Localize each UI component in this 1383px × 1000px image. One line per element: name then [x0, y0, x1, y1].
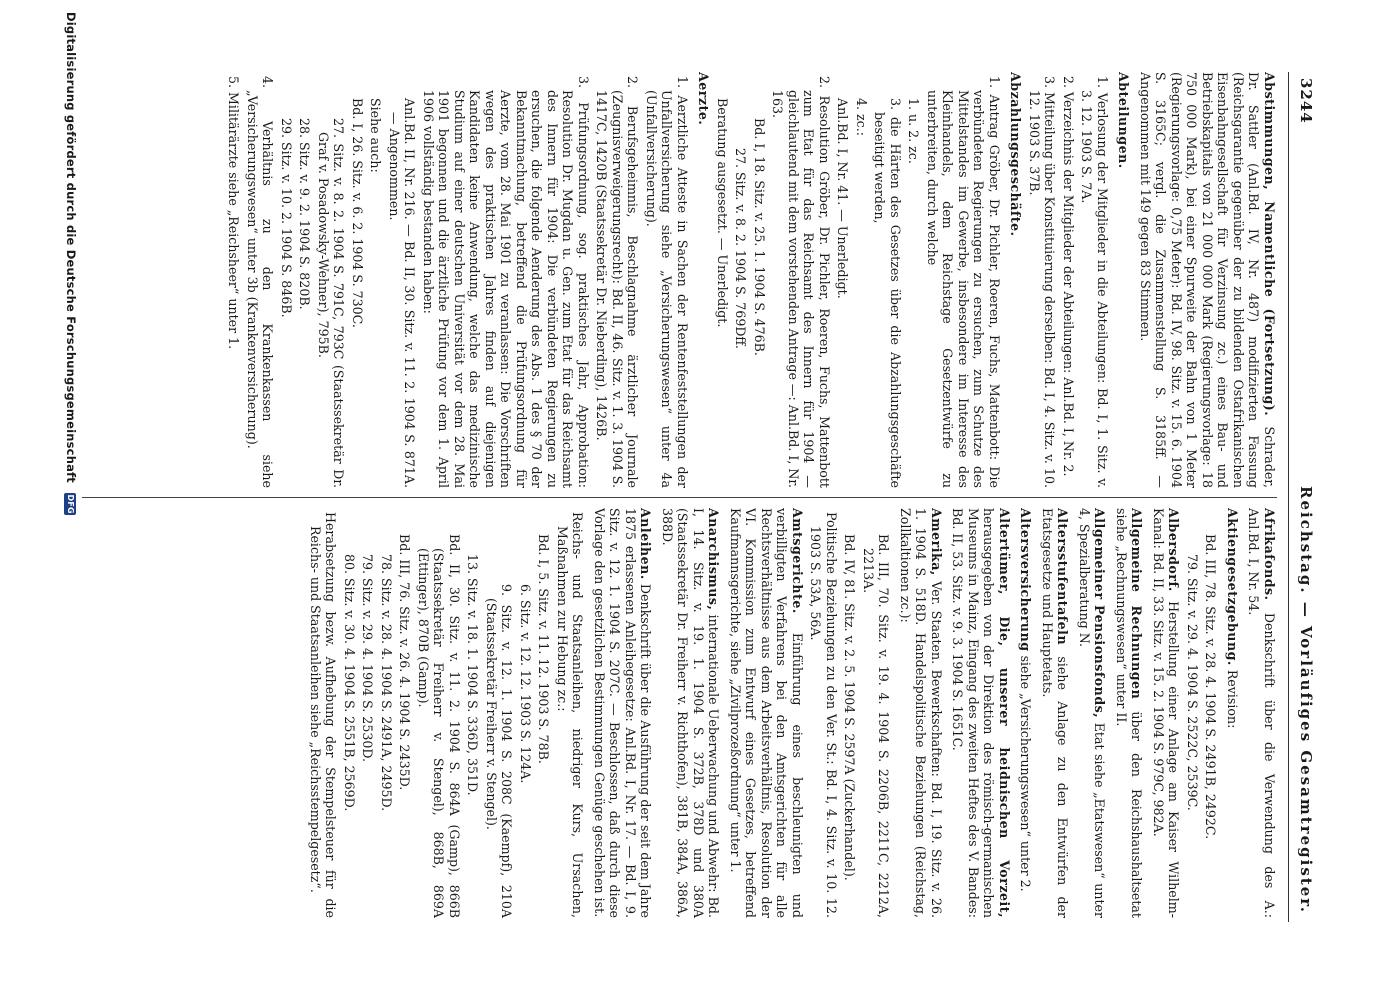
entry-heading: Aerzte.	[696, 72, 712, 126]
entry-heading: Afrikafonds.	[1262, 508, 1277, 601]
entry-aktiengesetzgebung	[1225, 508, 1241, 918]
reference-line: Bd. III, 78. Sitz. v. 28. 4. 1904 S. 2491B, 2492C.	[1203, 534, 1219, 840]
reference-line: Bd. I, 26. Sitz. v. 6. 2. 1904 S. 730C.	[350, 98, 365, 328]
dfg-logo: DFG	[66, 494, 76, 514]
subentry: 1. Antrag Gröber, Dr. Pichler, Roeren, Fuchs, Mattenbott: Die verbündeten Regierungen zu ersuchen, zum Schutze des Mittelstandes im Gewerbe, insbesondere im Interesse des Kleinhandels, dem Reichstage Gesetzentwürfe zu unterbreiten, durch welche	[925, 76, 1002, 488]
reference-line: Bd. IV, 81. Sitz. v. 2. 5. 1904 S. 2597A (Zuckerhandel).	[842, 534, 858, 881]
reference-line: Beratung ausgesetzt. — Unerledigt.	[715, 98, 730, 328]
entry-altersstufentafeln	[1040, 508, 1071, 918]
document-page	[73, 72, 1313, 922]
subentry: 1. Aerztliche Atteste in Sachen der Rentenfeststellungen der Unfallversicherung siehe „Versicherungswesen“ unter 4a (Unfallversicherung).	[644, 76, 690, 488]
left-column	[82, 72, 1277, 488]
reference-line: 78. Sitz. v. 28. 4. 1904 S. 2491A, 2495D.	[379, 554, 394, 812]
subentry: Reichs- und Staatsanleihen, niedriger Kurs, Ursachen, Maßnahmen zur Hebung zc.:	[555, 512, 586, 918]
entry-text: Ver. Staaten. Bewerkschaften: Bd. I, 19. Sitz. v. 26. 1. 1904 S. 518D. Handelspolitische Beziehungen (Reichstag, Zollkaltionen zc.):	[898, 508, 944, 918]
reference-line: 79. Sitz. v. 29. 4. 1904 S. 2522C, 2539C.	[1185, 554, 1200, 811]
subentry: 4. Verhältnis zu den Krankenkassen siehe „Versicherungswesen“ unter 3b (Krankenversicherung).	[245, 76, 276, 488]
entry-albersdorf	[1151, 508, 1182, 918]
entry-text: Denkschrift über die Verwendung des A.: Anl.Bd. I, Nr. 54.	[1246, 508, 1277, 918]
entry-heading: Anarchismus,	[706, 508, 722, 611]
entry-allgemeine-rechnungen	[1114, 508, 1145, 918]
entry-heading: Aktiengesetzgebung.	[1225, 508, 1240, 666]
running-title: Reichstag. — Vorläufiges Gesamtregister.	[1297, 486, 1315, 914]
entry-text: siehe „Versicherungswesen“ unter 2.	[1018, 655, 1034, 892]
column-divider	[82, 497, 1277, 498]
see-also-label: Siehe auch:	[368, 98, 384, 173]
subentry-item: 1. u. 2. zc.	[906, 98, 922, 164]
entry-heading: Abzahlungsgeschäfte.	[1008, 72, 1024, 237]
entry-text: siehe Anlage zu den Entwürfen der Etatsgesetze und Hauptetats.	[1040, 508, 1071, 918]
entry-abzahlungsgeschaefte	[1008, 72, 1024, 488]
entry-heading: Altertümer, Die, unserer heidnischen Vorzeit,	[997, 508, 1012, 918]
entry-pensionsfonds	[1077, 508, 1108, 918]
entry-altersversicherung	[1018, 508, 1034, 918]
reference-line: 9. Sitz. v. 12. 1. 1904 S. 208C (Kaempf), 210A (Staatssekretär Freiherr v. Stengel).	[484, 584, 515, 918]
entry-afrikafonds	[1246, 508, 1277, 918]
reference-line: 6. Sitz. v. 12. 12. 1903 S. 124A.	[518, 584, 533, 784]
right-column	[82, 508, 1277, 918]
reference-line: Bd. I, 18. Sitz. v. 25. 1. 1904 S. 476B.	[752, 118, 767, 356]
reference-line: Bd. I, 5. Sitz. v. 11. 12. 1903 S. 78B.	[536, 534, 552, 764]
reference-line: Anl.Bd. II, Nr. 216. — Bd. II, 30. Sitz. v. 11. 2. 1904 S. 871A. — Angenommen.	[387, 98, 418, 488]
reference-line: 13. Sitz. v. 18. 1. 1904 S. 336D, 351D.	[465, 554, 481, 796]
reference-line: 29. Sitz. v. 10. 2. 1904 S. 846B.	[279, 118, 294, 318]
entry-heading: Amerika,	[929, 508, 944, 576]
subentry: Politische Beziehungen zu den Ver. St.: Bd. I, 4. Sitz. v. 10. 12. 1903 S. 53A, 56A.	[808, 512, 839, 918]
entry-text: über den Reichshaushaltsetat siehe „Rechnungswesen“ unter II.	[1114, 508, 1145, 918]
entry-anarchismus	[660, 508, 722, 918]
subentry: 2. Resolution Gröber, Dr. Pichler, Roeren, Fuchs, Mattenbott zum Etat für das Reichsamt des Innern für 1904 — gleichlautend mit dem vorstehenden Antrage —: Anl.Bd. I, Nr. 163.	[770, 76, 832, 488]
reference-line: 80. Sitz. v. 30. 4. 1904 S. 2551B, 2569D.	[342, 554, 357, 812]
reference-line: Bd. III, 70. Sitz. v. 19. 4. 1904 S. 2206B, 2211C, 2212A, 2213A.	[861, 534, 892, 918]
subentry-item: 4. zc.:	[854, 98, 869, 136]
reference-line: Bd. II, 30. Sitz. v. 11. 2. 1904 S. 864A (Gamp), 866B (Staatssekretär Freiherr v. Stengel), 868B, 869A (Ettinger), 870B (Gamp).	[416, 534, 462, 918]
reference-line: Anl.Bd. I, Nr. 41. — Unerledigt.	[835, 98, 851, 299]
reference-line: 27. Sitz. v. 8. 2. 1904 S. 769Dff.	[733, 148, 749, 349]
subentry: 3. Mitteilung über Konstituierung derselben: Bd. I, 4. Sitz. v. 10. 12. 1903 S. 37B.	[1027, 76, 1058, 488]
reference-line: 28. Sitz. v. 9. 2. 1904 S. 820B.	[297, 118, 313, 310]
entry-text: Herstellung einer Anlage am Kaiser Wilhelm-Kanal: Bd. II, 33. Sitz. v. 15. 2. 1904 S. 979C, 982A.	[1151, 508, 1182, 918]
entry-heading: Altersversicherung	[1018, 508, 1034, 652]
entry-text: Etat siehe „Etatswesen“ unter 4, Spezialberatung N.	[1077, 508, 1108, 918]
entry-text: Einführung eines beschleunigten und verbilligten Verfahrens bei den Amtsgerichten für alle Rechtsverhältnisse aus dem Arbeitsverhältnis, Resolution der VI. Kommission zum Entwurf eines Gesetzes, betreffend Kaufmannsgerichte, siehe „Zivilprozeßordnung“ unter 1.	[728, 508, 805, 918]
entry-heading: Allgemeiner Pensionsfonds,	[1092, 508, 1108, 719]
subentry: Herabsetzung bezw. Aufhebung der Stempelsteuer für die Reichs- und Staatsanleihen siehe „Reichsstempelgesetz“.	[308, 512, 339, 918]
entry-text: Denkschrift über die Ausführung der seit dem Jahre 1875 erlassenen Anleihegesetze: Anl.Bd. I, Nr. 17. — Bd. I, 9. Sitz. v. 12. 1. 1904 S. 207C. — Beschlossen, daß durch diese Vorlage den gesetzlichen Bestimmungen Genüge geschehen ist.	[592, 508, 654, 918]
page-number: 3244	[1297, 78, 1315, 124]
subentry: 5. Militärärzte siehe „Reichsheer“ unter 1.	[226, 76, 242, 350]
entry-abteilungen	[1116, 72, 1132, 488]
entry-heading: Amtsgerichte.	[790, 508, 805, 614]
reference-line: 79. Sitz. v. 29. 4. 1904 S. 2530D.	[360, 554, 376, 763]
digitization-note	[48, 12, 78, 992]
entry-heading: Altersstufentafeln	[1055, 508, 1071, 646]
entry-text: internationale Ueberwachung und Abwehr: Bd. I, 14. Sitz. v. 19. 1. 1904 S. 372B, 378D und 380A (Staatssekretär Dr. Freiherr v. Richthofen), 381B, 384A, 386A, 388D.	[660, 508, 722, 918]
subentry: 2. Verzeichnis der Mitglieder der Abteilungen: Anl.Bd. I, Nr. 2.	[1061, 76, 1076, 477]
entry-aerzte	[696, 72, 712, 488]
entry-text: Schrader, Dr. Sattler (Anl.Bd. IV, Nr. 487) modifizierten Fassung (Reichsgarantie gegenüber der zu bildenden Ostafrikanischen Eisenbahngesellschaft für Verzinsung zc.) eines Bau- und Betriebskapitals von 21 000 000 Mark (Regierungsvorlage: 18 750 000 Mark), bei einer Spurweite der Bahn von 1 Meter (Regierungsvorlage: 0,75 Meter): Bd. IV, 98. Sitz. v. 15. 6. 1904 S. 3165C; vergl. die Zusammenstellung S. 3185ff. — Angenommen mit 149 gegen 83 Stimmen.	[1138, 72, 1277, 488]
digitization-note-text: Digitalisierung gefördert durch die Deutsche Forschungsgemeinschaft	[64, 12, 78, 483]
reference-line: Bd. III, 76. Sitz. v. 26. 4. 1904 S. 2435D.	[397, 534, 413, 791]
subentry-item: 3. die Härten des Gesetzes über die Abzahlungsgeschäfte beseitigt werden,	[872, 98, 903, 488]
entry-amerika	[898, 508, 945, 918]
reference-line: 27. Sitz. v. 8. 2. 1904 S. 791C, 793C (Staatssekretär Dr. Graf v. Posadowsky-Wehner), 795B.	[316, 118, 347, 488]
entry-amtsgerichte	[728, 508, 806, 918]
entry-altertuemer	[950, 508, 1012, 918]
subentry: 2. Berufsgeheimnis, Beschlagnahme ärztlicher Journale (Zeugnisverweigerungsrecht): Bd. II, 46. Sitz. v. 1. 3. 1904 S. 1417C, 1420B (Staatssekretär Dr. Nieberding), 1426B.	[594, 76, 641, 488]
entry-text: herausgegeben von der Direktion des römisch-germanischen Museums in Mainz, Eingang des zweiten Heftes des V. Bandes: Bd. II, 53. Sitz. v. 9. 3. 1904 S. 1651C.	[950, 508, 997, 918]
subentry: 1. Verlosung der Mitglieder in die Abteilungen: Bd. I, 1. Sitz. v. 3. 12. 1903 S. 7A.	[1079, 76, 1110, 488]
page-header	[1288, 72, 1313, 922]
entry-heading: Allgemeine Rechnungen	[1129, 508, 1145, 700]
entry-heading: Abstimmungen, Namentliche (Fortsetzung).	[1262, 72, 1277, 417]
entry-anleihen	[592, 508, 654, 918]
entry-text: Revision:	[1225, 669, 1240, 729]
entry-heading: Abteilungen.	[1116, 72, 1132, 169]
entry-heading: Anleihen.	[638, 508, 654, 580]
entry-heading: Albersdorf.	[1166, 508, 1182, 592]
entry-abstimmungen	[1138, 72, 1278, 488]
subentry: 3. Prüfungsordnung, sog. praktisches Jahr, Approbation: Resolution Dr. Mugdan u. Gen. zum Etat für das Reichsamt des Innern für 1904: Die verbündeten Regierungen zu ersuchen, die folgende Aenderung des Abs. 1 des § 70 der Bekanntmachung, betreffend die Prüfungsordnung für Aerzte, vom 28. Mai 1901 zu veranlassen: Die Vorschriften wegen des praktischen Jahres finden auf diejenigen Kandidaten keine Anwendung, welche das medizinische Studium auf einer deutschen Universität vor dem 28. Mai 1901 begonnen und die ärztliche Prüfung vor dem 1. April 1906 vollständig bestanden haben:	[421, 76, 591, 488]
